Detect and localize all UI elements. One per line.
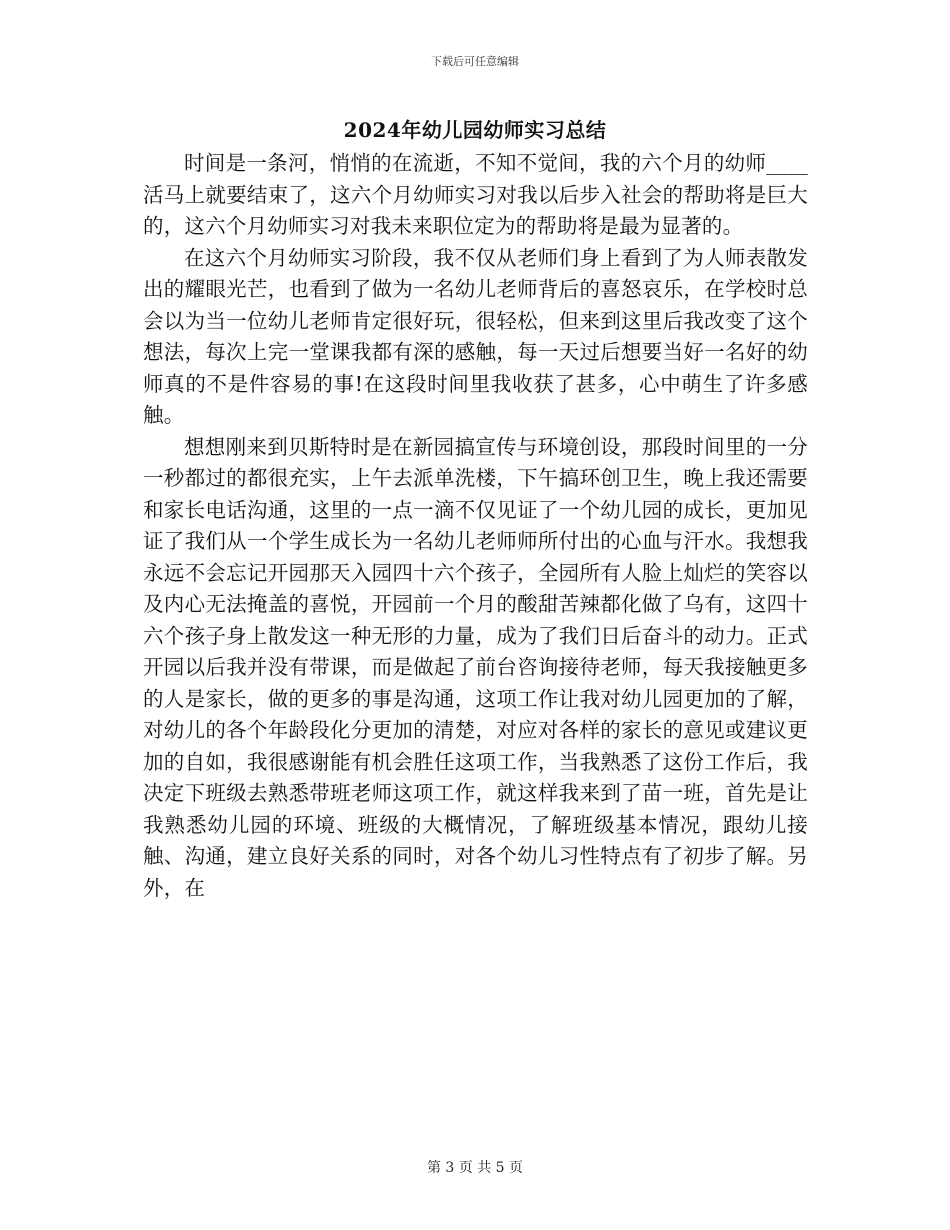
page-indicator: 第 3 页 共 5 页 [426,1160,524,1176]
paragraph-3: 想想刚来到贝斯特时是在新园搞宣传与环境创设，那段时间里的一分一秒都过的都很充实，上午去派单洗楼，下午搞环创卫生，晚上我还需要和家长电话沟通，这里的一点一滴不仅见证了一个幼儿园的成长，更加见证了我们从一个学生成长为一名幼儿老师师所付出的心血与汗水。我想我永远不会忘记开园那天入园四十六个孩子，全园所有人脸上灿烂的笑容以及内心无法掩盖的喜悦，开园前一个月的酸甜苦辣都化做了乌有，这四十六个孩子身上散发这一种无形的力量，成为了我们日后奋斗的动力。正式开园以后我并没有带课，而是做起了前台咨询接待老师，每天我接触更多的人是家长，做的更多的事是沟通，这项工作让我对幼儿园更加的了解，对幼儿的各个年龄段化分更加的清楚，对应对各样的家长的意见或建议更加的自如，我很感谢能有机会胜任这项工作，当我熟悉了这份工作后，我决定下班级去熟悉带班老师这项工作，就这样我来到了苗一班，首先是让我熟悉幼儿园的环境、班级的大概情况，了解班级基本情况，跟幼儿接触、沟通，建立良好关系的同时，对各个幼儿习性特点有了初步了解。另外，在 [143,434,808,900]
paragraph-1: 时间是一条河，悄悄的在流逝，不知不觉间，我的六个月的幼师____活马上就要结束了，这六个月幼师实习对我以后步入社会的帮助将是巨大的，这六个月幼师实习对我未来职位定为的帮助将是最为显著的。 [143,151,808,238]
document-title: 2024年幼儿园幼师实习总结 [343,118,607,142]
download-note: 下载后可任意编辑 [431,55,519,68]
document-body [143,148,808,904]
paragraph-2: 在这六个月幼师实习阶段，我不仅从老师们身上看到了为人师表散发出的耀眼光芒，也看到了做为一名幼儿老师背后的喜怒哀乐，在学校时总会以为当一位幼儿老师肯定很好玩，很轻松，但来到这里后我改变了这个想法，每次上完一堂课我都有深的感触，每一天过后想要当好一名好的幼师真的不是件容易的事!在这段时间里我收获了甚多，心中萌生了许多感触。 [143,245,808,427]
